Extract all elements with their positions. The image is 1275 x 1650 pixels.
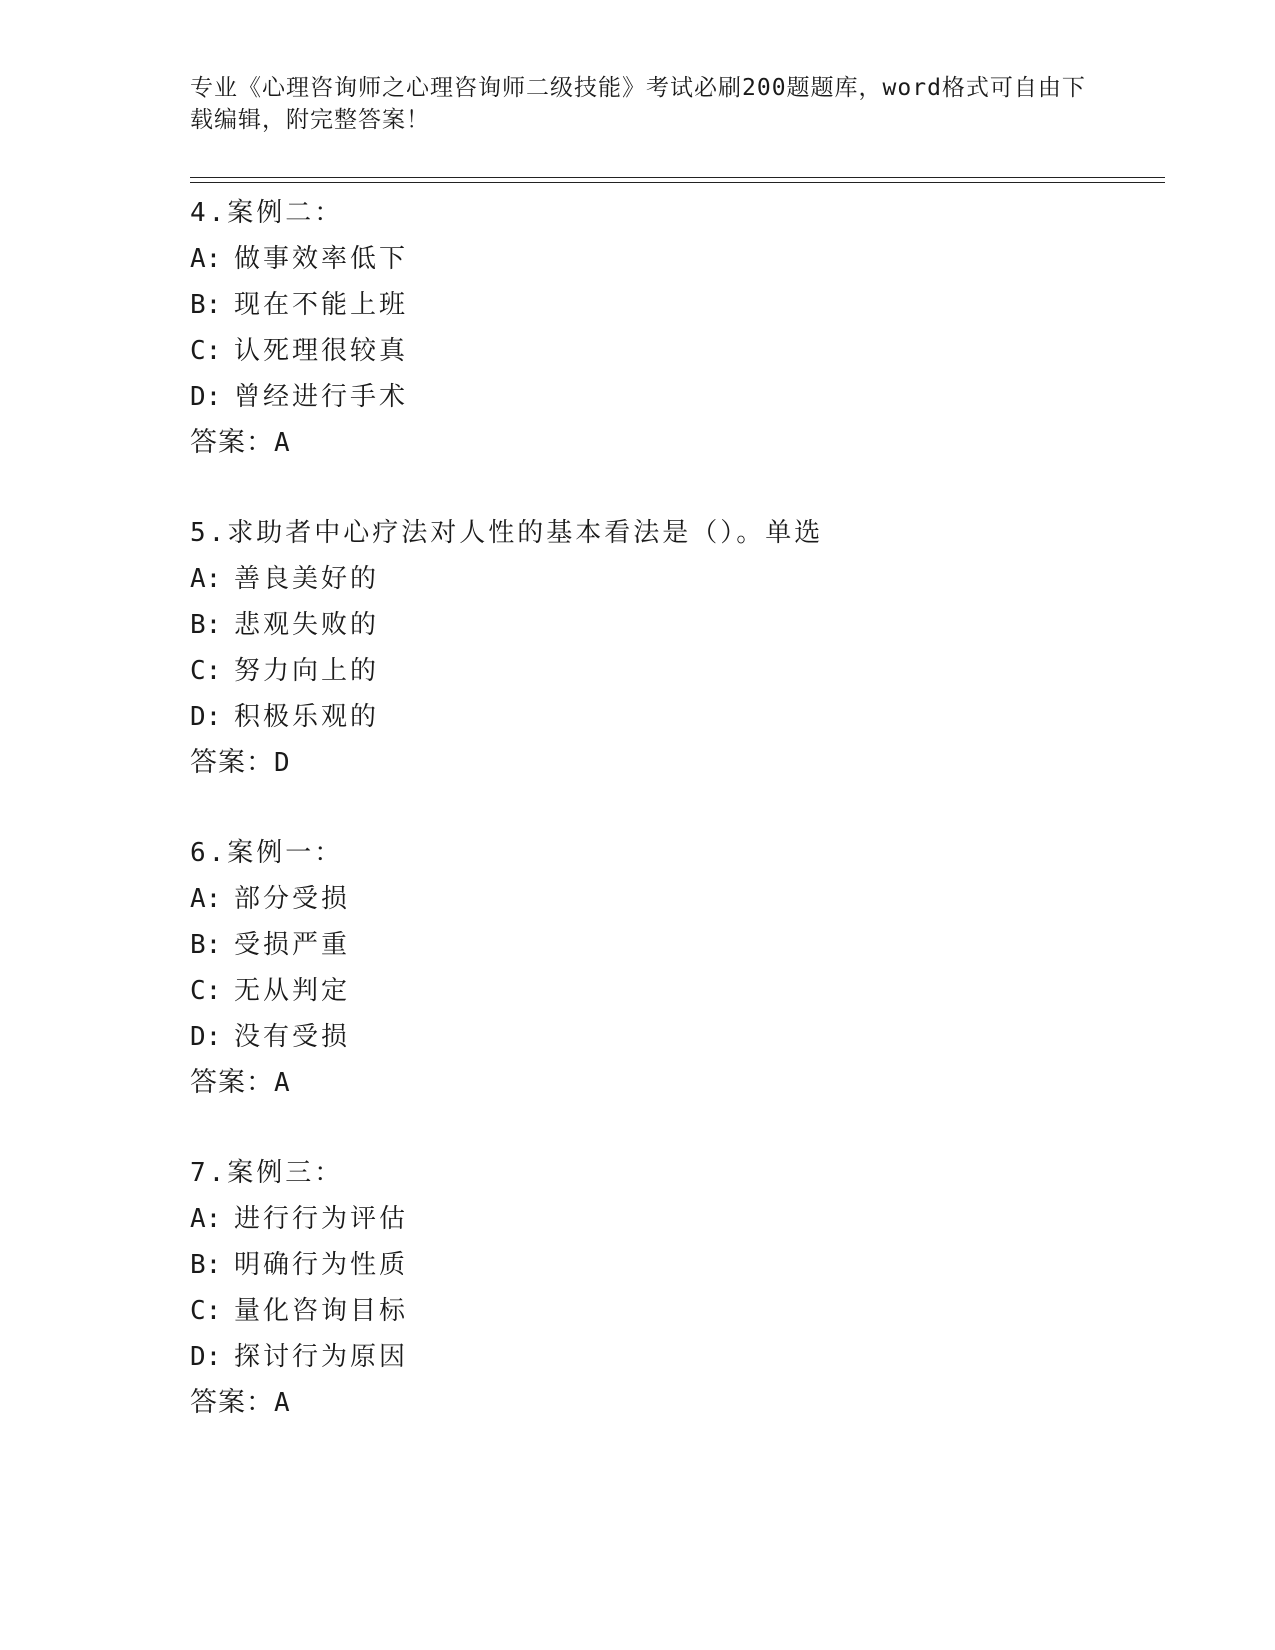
option-d [190,1334,1165,1380]
option-text: 进行行为评估 [234,1204,409,1234]
answer-value: A [274,1388,290,1418]
option-b [190,922,1165,968]
question-stem: 4.案例二： [190,198,344,228]
option-text: 量化咨询目标 [234,1296,409,1326]
option-c [190,968,1165,1014]
option-text: 现在不能上班 [234,290,409,320]
question-item [190,1150,1165,1426]
option-a [190,1196,1165,1242]
option-a [190,556,1165,602]
header-divider-top [190,177,1165,178]
option-text: 做事效率低下 [234,244,409,274]
option-text: 部分受损 [234,884,351,914]
option-letter: D: [190,702,222,732]
option-text: 积极乐观的 [234,702,380,732]
option-letter: C: [190,976,222,1006]
answer-value: A [274,428,290,458]
answer-value: A [274,1068,290,1098]
option-letter: D: [190,1342,222,1372]
option-b [190,1242,1165,1288]
option-letter: A: [190,884,222,914]
question-stem: 5.求助者中心疗法对人性的基本看法是（）。单选 [190,518,824,548]
answer-label: 答案： [190,427,274,458]
option-text: 悲观失败的 [234,610,380,640]
option-letter: C: [190,1296,222,1326]
option-text: 无从判定 [234,976,351,1006]
header-divider-bottom [190,182,1165,183]
option-text: 没有受损 [234,1022,351,1052]
question-list [190,190,1165,1470]
question-item [190,510,1165,786]
document-header: 专业《心理咨询师之心理咨询师二级技能》考试必刷200题题库，word格式可自由下载编辑，附完整答案！ [190,75,1086,133]
option-letter: C: [190,656,222,686]
option-c [190,328,1165,374]
answer-line [190,420,1165,466]
option-text: 认死理很较真 [234,336,409,366]
answer-label: 答案： [190,747,274,778]
option-d [190,694,1165,740]
option-text: 受损严重 [234,930,351,960]
option-c [190,648,1165,694]
option-b [190,602,1165,648]
question-item [190,190,1165,466]
answer-line [190,1060,1165,1106]
option-letter: D: [190,382,222,412]
option-text: 努力向上的 [234,656,380,686]
option-letter: B: [190,1250,222,1280]
option-d [190,374,1165,420]
option-c [190,1288,1165,1334]
option-text: 曾经进行手术 [234,382,409,412]
answer-line [190,740,1165,786]
answer-line [190,1380,1165,1426]
option-letter: A: [190,244,222,274]
option-letter: B: [190,610,222,640]
option-letter: C: [190,336,222,366]
question-stem: 6.案例一： [190,838,344,868]
option-text: 探讨行为原因 [234,1342,409,1372]
option-text: 善良美好的 [234,564,380,594]
option-letter: D: [190,1022,222,1052]
question-item [190,830,1165,1106]
option-letter: A: [190,564,222,594]
answer-label: 答案： [190,1387,274,1418]
option-a [190,876,1165,922]
option-letter: B: [190,930,222,960]
option-d [190,1014,1165,1060]
question-stem: 7.案例三： [190,1158,344,1188]
option-a [190,236,1165,282]
option-b [190,282,1165,328]
option-letter: A: [190,1204,222,1234]
option-text: 明确行为性质 [234,1250,409,1280]
answer-value: D [274,748,290,778]
answer-label: 答案： [190,1067,274,1098]
option-letter: B: [190,290,222,320]
